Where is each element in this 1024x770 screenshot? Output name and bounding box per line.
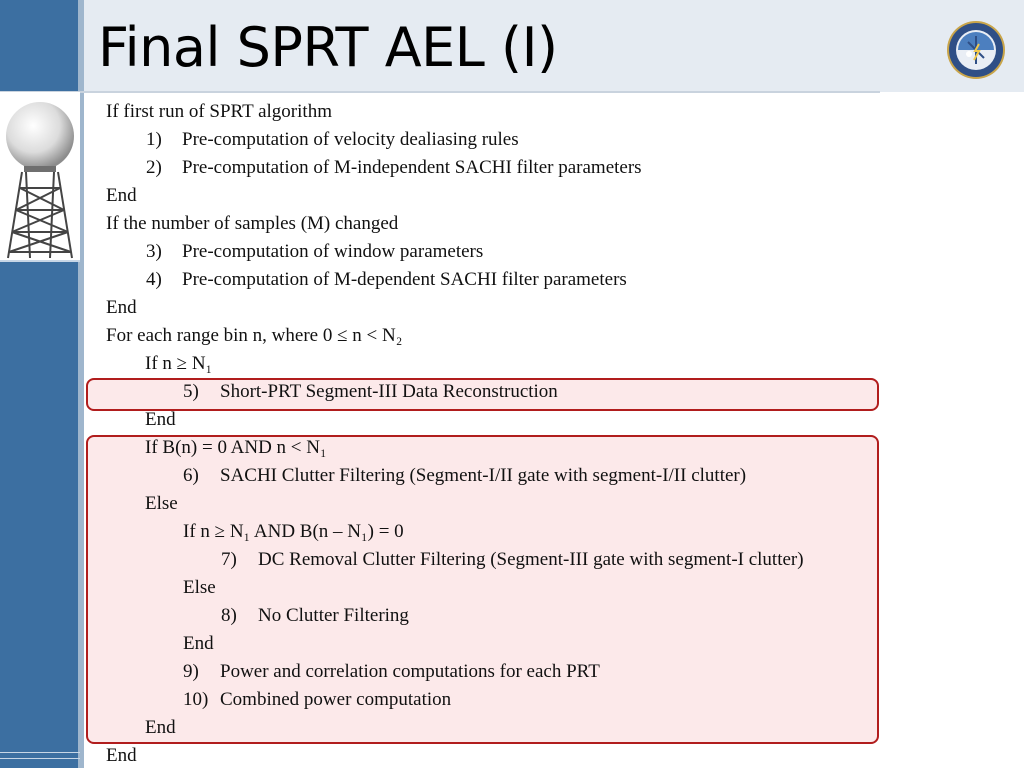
algorithm-line: 9) Power and correlation computations for each PRT	[183, 661, 600, 682]
sidebar-divider	[0, 752, 80, 753]
algorithm-line: 8) No Clutter Filtering	[221, 605, 409, 626]
radar-tower-icon	[0, 92, 80, 260]
sidebar-divider	[0, 260, 80, 262]
sidebar-divider	[0, 758, 80, 759]
title-underline	[0, 91, 880, 93]
nssl-logo-icon	[946, 20, 1006, 80]
algorithm-line: 3) Pre-computation of window parameters	[146, 241, 484, 262]
algorithm-line: 10) Combined power computation	[183, 689, 452, 710]
algorithm-line: 2) Pre-computation of M-independent SACHI filter parameters	[146, 157, 642, 178]
algorithm-line: 5) Short-PRT Segment-III Data Reconstruction	[183, 381, 558, 402]
algorithm-line: 6) SACHI Clutter Filtering (Segment-I/II gate with segment-I/II clutter)	[183, 465, 747, 486]
slide-title: Final SPRT AEL (I)	[98, 16, 558, 79]
algorithm-line: 1) Pre-computation of velocity dealiasing rules	[146, 129, 519, 150]
algorithm-line: 4) Pre-computation of M-dependent SACHI filter parameters	[146, 269, 627, 290]
algorithm-line: 7) DC Removal Clutter Filtering (Segment-III gate with segment-I clutter)	[221, 549, 804, 570]
